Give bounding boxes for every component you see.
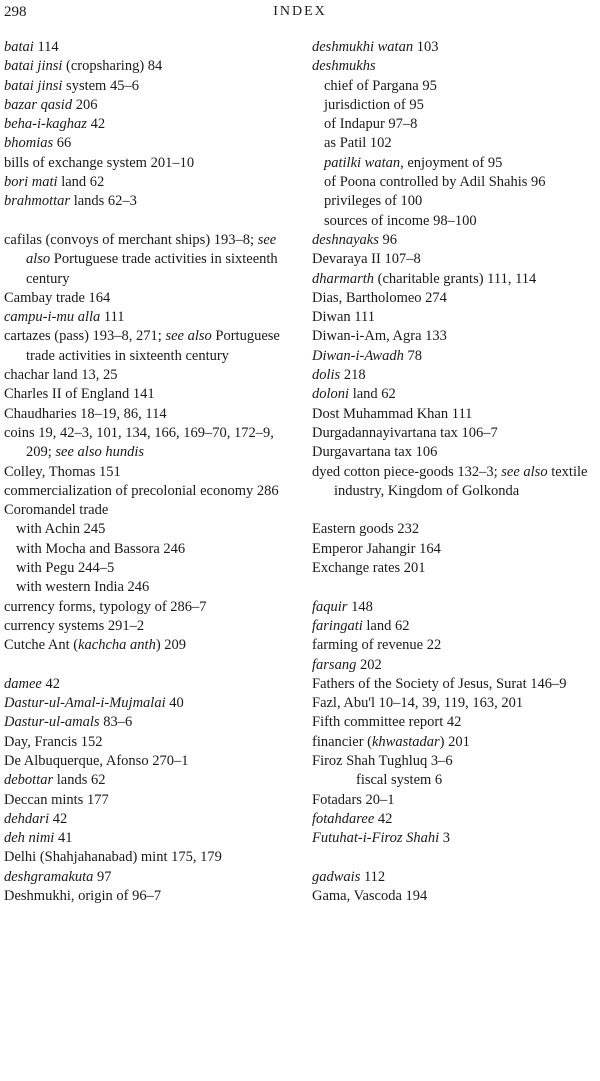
entry-text: deh nimi (4, 830, 55, 847)
entry-text: damee (4, 675, 42, 692)
entry-text: deshmukhi watan (312, 39, 414, 55)
entry-text: fotahdaree (312, 810, 375, 827)
index-subentry (312, 96, 600, 115)
entry-text: see also (501, 463, 548, 480)
entry-text: 114 (33, 39, 59, 55)
entry-text: chachar land 13, 25 (4, 367, 118, 384)
entry-text: Dastur-ul-amals (4, 714, 100, 731)
page-header (4, 4, 596, 30)
entry-text: currency systems 291–2 (4, 617, 145, 634)
entry-text: Dost Muhammad Khan 111 (312, 405, 473, 422)
index-entry (4, 791, 294, 810)
entry-text: dharmarth (312, 270, 375, 287)
page-number: 298 (4, 4, 27, 20)
index-entry (4, 173, 294, 192)
entry-text: Deshmukhi, origin of 96–7 (4, 888, 162, 905)
index-entry (4, 289, 294, 308)
entry-text: 202 (356, 656, 382, 673)
entry-text: Fathers of the Society of Jesus, Surat 146–9 (312, 675, 567, 692)
index-entry (4, 38, 294, 57)
index-subentry (312, 173, 600, 192)
entry-text: fiscal system 6 (356, 772, 443, 789)
entry-text: brahmottar (4, 193, 71, 210)
entry-text: ) 209 (155, 637, 187, 654)
entry-text: Delhi (Shahjahanabad) mint 175, 179 (4, 849, 222, 866)
index-subentry (312, 154, 600, 173)
running-head: INDEX (273, 4, 327, 19)
entry-text: currency forms, typology of 286–7 (4, 598, 207, 615)
index-entry (4, 424, 294, 463)
index-entry (4, 57, 294, 76)
entry-text: see also (26, 231, 277, 268)
index-subentry (312, 192, 600, 211)
entry-text: patilki watan (324, 154, 401, 171)
entry-gap (312, 501, 600, 520)
index-entry (312, 791, 600, 810)
entry-text: 96 (378, 231, 397, 248)
index-entry (4, 231, 294, 289)
index-entry (312, 270, 600, 289)
index-entry (4, 77, 294, 96)
entry-text: land 62 (362, 617, 410, 634)
entry-text: batai jinsi (4, 58, 63, 75)
entry-text: bhomias (4, 135, 54, 152)
entry-text: deshnayaks (312, 231, 379, 248)
entry-text: 111 (100, 309, 125, 326)
index-subentry (4, 559, 294, 578)
entry-text: dyed cotton piece-goods 132–3; (312, 463, 502, 480)
index-entry (312, 443, 600, 462)
index-subentry (312, 212, 600, 231)
index-entry (312, 250, 600, 269)
entry-text: campu-i-mu alla (4, 309, 101, 326)
entry-text: 97 (93, 868, 112, 885)
index-entry (4, 482, 294, 501)
entry-text: Day, Francis 152 (4, 733, 103, 750)
entry-text: Colley, Thomas 151 (4, 463, 121, 480)
index-entry (4, 366, 294, 385)
entry-text: Fotadars 20–1 (312, 791, 395, 808)
index-entry (312, 38, 600, 57)
index-column-right (312, 38, 600, 906)
index-entry (312, 656, 600, 675)
entry-text: 112 (360, 868, 386, 885)
entry-text: Charles II of England 141 (4, 386, 155, 403)
entry-text: Deccan mints 177 (4, 791, 109, 808)
entry-text: privileges of 100 (324, 193, 423, 210)
index-entry (312, 347, 600, 366)
entry-text: dolis (312, 367, 341, 384)
entry-text: kachcha anth (78, 637, 156, 654)
entry-text: farsang (312, 656, 357, 673)
entry-text: Emperor Jahangir 164 (312, 540, 441, 557)
index-entry (4, 713, 294, 732)
entry-text: faringati (312, 617, 363, 634)
index-entry (312, 733, 600, 752)
entry-text: Portuguese trade activities in sixteenth century (26, 328, 280, 364)
index-entry (312, 617, 600, 636)
entry-text: chief of Pargana 95 (324, 77, 437, 94)
entry-gap (312, 848, 600, 867)
entry-text: (cropsharing) 84 (62, 58, 163, 75)
index-entry (4, 752, 294, 771)
index-entry (312, 868, 600, 887)
entry-text: with Mocha and Bassora 246 (16, 540, 186, 557)
index-entry (312, 559, 600, 578)
entry-text: dehdari (4, 810, 50, 827)
entry-text: with Pegu 244–5 (16, 560, 115, 577)
index-entry (4, 636, 294, 655)
entry-gap (4, 656, 294, 675)
entry-text: 103 (413, 39, 439, 55)
entry-text: batai (4, 39, 34, 55)
entry-text: financier ( (312, 733, 372, 750)
index-entry (312, 887, 600, 906)
entry-text: 41 (54, 830, 73, 847)
entry-text: 83–6 (99, 714, 133, 731)
index-entry (312, 57, 600, 76)
entry-text: 78 (403, 347, 422, 364)
index-entry (4, 598, 294, 617)
entry-text: lands 62 (53, 772, 106, 789)
entry-text: land 62 (57, 174, 105, 191)
entry-text: Durgadannayivartana tax 106–7 (312, 424, 498, 441)
index-entry (312, 810, 600, 829)
index-entry (4, 327, 294, 366)
entry-text: cartazes (pass) 193–8, 271; (4, 328, 166, 345)
entry-text: Diwan 111 (312, 309, 375, 326)
index-entry (4, 868, 294, 887)
index-entry (4, 501, 294, 520)
entry-text: cafilas (convoys of merchant ships) 193–8; (4, 231, 258, 248)
entry-text: of Indapur 97–8 (324, 116, 418, 133)
entry-text: 148 (347, 598, 373, 615)
entry-text: Diwan-i-Awadh (312, 347, 404, 364)
index-entry (4, 810, 294, 829)
entry-text: Diwan-i-Am, Agra 133 (312, 328, 447, 345)
entry-text: doloni (312, 386, 350, 403)
index-entry (4, 385, 294, 404)
entry-text: gadwais (312, 868, 361, 885)
index-entry (4, 887, 294, 906)
index-entry (312, 675, 600, 694)
index-entry (312, 540, 600, 559)
entry-text: textile industry, Kingdom of Golkonda (334, 463, 588, 499)
entry-text: 42 (41, 675, 60, 692)
entry-text: Dastur-ul-Amal-i-Mujmalai (4, 695, 166, 712)
index-entry (312, 327, 600, 346)
index-entry (4, 405, 294, 424)
entry-text: 40 (165, 695, 184, 712)
index-entry (4, 463, 294, 482)
index-entry (4, 308, 294, 327)
entry-text: ) 201 (439, 733, 470, 750)
entry-text: see also hundis (55, 444, 145, 461)
entry-text: Durgavartana tax 106 (312, 444, 438, 461)
index-entry (4, 192, 294, 211)
entry-text: De Albuquerque, Afonso 270–1 (4, 752, 189, 769)
entry-text: jurisdiction of 95 (324, 96, 424, 113)
index-entry (312, 289, 600, 308)
entry-text: deshgramakuta (4, 868, 94, 885)
index-entry (312, 308, 600, 327)
entry-text: khwastadar (371, 733, 440, 750)
entry-text: , enjoyment of 95 (400, 154, 503, 171)
index-entry (4, 694, 294, 713)
entry-text: Fifth committee report 42 (312, 714, 462, 731)
entry-text: 42 (374, 810, 393, 827)
entry-text: 206 (72, 96, 98, 113)
entry-text: Cambay trade 164 (4, 289, 111, 306)
entry-text: Gama, Vascoda 194 (312, 888, 428, 905)
entry-text: 42 (49, 810, 68, 827)
entry-text: see also (165, 328, 212, 345)
entry-text: bazar qasid (4, 96, 73, 113)
entry-text: batai jinsi (4, 77, 63, 94)
entry-text: 3 (439, 830, 451, 847)
index-subentry (312, 115, 600, 134)
entry-text: system 45–6 (62, 77, 139, 94)
entry-text: sources of income 98–100 (324, 212, 477, 229)
entry-text: 218 (340, 367, 366, 384)
index-entry (4, 848, 294, 867)
index-entry (4, 617, 294, 636)
index-entry (4, 733, 294, 752)
entry-text: with western India 246 (16, 579, 150, 596)
entry-text: Futuhat-i-Firoz Shahi (312, 830, 440, 847)
entry-text: commercialization of precolonial economy 286 (4, 482, 279, 499)
index-subentry (4, 578, 294, 597)
index-entry (312, 366, 600, 385)
index-entry (4, 829, 294, 848)
index-column-left (4, 38, 294, 906)
entry-text: coins 19, 42–3, 101, 134, 166, 169–70, 172–9, 209; (4, 424, 274, 461)
entry-text: bills of exchange system 201–10 (4, 154, 195, 171)
index-entry (312, 598, 600, 617)
entry-text: Coromandel trade (4, 502, 109, 519)
index-subentry (312, 134, 600, 153)
index-entry (4, 96, 294, 115)
index-entry (312, 405, 600, 424)
index-entry (312, 463, 600, 502)
entry-text: farming of revenue 22 (312, 637, 442, 654)
entry-gap (4, 212, 294, 231)
entry-text: Cutche Ant ( (4, 637, 79, 654)
index-entry (312, 829, 600, 848)
entry-text: Chaudharies 18–19, 86, 114 (4, 405, 167, 422)
index-entry (4, 675, 294, 694)
index-entry (312, 752, 600, 771)
entry-text: 66 (53, 135, 72, 152)
entry-text: bori mati (4, 174, 58, 191)
entry-text: as Patil 102 (324, 135, 392, 152)
entry-text: faquir (312, 598, 348, 615)
index-subentry (312, 77, 600, 96)
entry-text: Firoz Shah Tughluq 3–6 (312, 752, 453, 769)
index-entry (312, 424, 600, 443)
index-entry (312, 636, 600, 655)
entry-gap (312, 578, 600, 597)
index-subentry (4, 520, 294, 539)
entry-text: Fazl, Abu'l 10–14, 39, 119, 163, 201 (312, 695, 524, 712)
index-entry (312, 385, 600, 404)
entry-text: with Achin 245 (16, 521, 106, 538)
entry-text: deshmukhs (312, 58, 376, 75)
entry-text: lands 62–3 (70, 193, 137, 210)
index-entry (312, 694, 600, 713)
entry-text: Portuguese trade activities in sixteenth century (26, 251, 278, 287)
index-entry (4, 154, 294, 173)
entry-text: Dias, Bartholomeo 274 (312, 289, 447, 306)
entry-text: beha-i-kaghaz (4, 116, 87, 133)
index-entry (4, 771, 294, 790)
index-entry (4, 115, 294, 134)
entry-text: Exchange rates 201 (312, 560, 426, 577)
entry-text: debottar (4, 772, 54, 789)
entry-text: 42 (86, 116, 106, 133)
entry-text: land 62 (349, 386, 396, 403)
index-entry (312, 713, 600, 732)
index-entry (312, 520, 600, 539)
entry-text: Eastern goods 232 (312, 521, 420, 538)
entry-text: (charitable grants) 111, 114 (374, 270, 537, 287)
index-entry (4, 134, 294, 153)
entry-text: of Poona controlled by Adil Shahis 96 (324, 174, 546, 191)
index-subentry (312, 771, 600, 790)
index-entry (312, 231, 600, 250)
entry-text: Devaraya II 107–8 (312, 251, 421, 268)
index-subentry (4, 540, 294, 559)
